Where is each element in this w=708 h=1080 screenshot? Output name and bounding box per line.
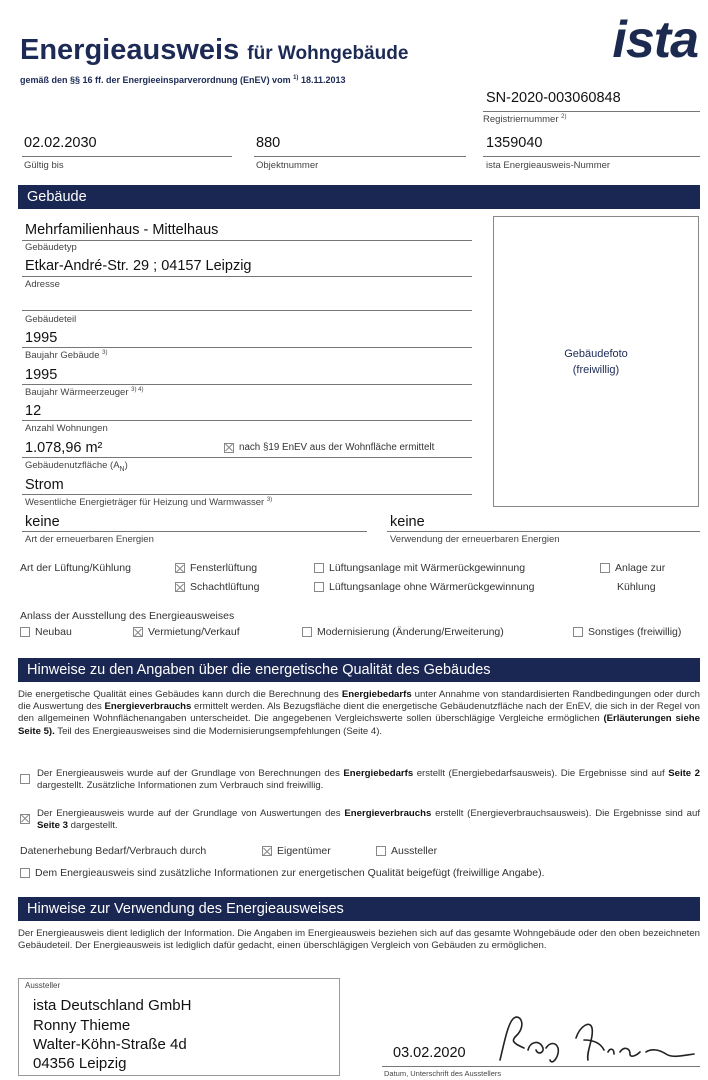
notes-paragraph xyxy=(18,689,700,738)
cooling-checkbox[interactable] xyxy=(600,562,665,574)
c2-text: dargestellt. xyxy=(67,820,118,832)
divider xyxy=(22,276,472,277)
occasion-rent-label: Vermietung/Verkauf xyxy=(148,626,240,638)
ventilation-window-label: Fensterlüftung xyxy=(190,562,258,574)
building-type-value: Mehrfamilienhaus - Mittelhaus xyxy=(25,222,219,238)
area-label xyxy=(25,460,128,473)
c1-text: Der Energieausweis wurde auf der Grundlage von Berechnungen des xyxy=(37,768,344,779)
title-sub: für Wohngebäude xyxy=(247,43,409,64)
notes-text: Die energetische Qualität eines Gebäudes kann durch die Berechnung des xyxy=(18,689,342,700)
ista-logo xyxy=(612,10,698,70)
occasion-modern-checkbox[interactable] xyxy=(302,626,504,638)
subtitle-date: 18.11.2013 xyxy=(300,75,346,85)
photo-label-2: (freiwillig) xyxy=(572,363,620,376)
address-label: Adresse xyxy=(25,279,60,290)
occasion-label: Anlass der Ausstellung des Energieausweises xyxy=(20,610,235,622)
valid-until-label: Gültig bis xyxy=(24,160,64,171)
notes-bold: Energiebedarfs xyxy=(341,689,412,700)
owner-label: Eigentümer xyxy=(277,845,331,857)
building-photo-placeholder xyxy=(493,216,699,507)
section-header-building: Gebäude xyxy=(18,185,700,209)
cooling-label-2: Kühlung xyxy=(617,581,656,593)
area-value: 1.078,96 m² xyxy=(25,440,103,456)
c2-text: Der Energieausweis wurde auf der Grundlage von Auswertungen des xyxy=(37,808,345,819)
divider xyxy=(382,1066,700,1067)
renewable-use-label: Verwendung der erneuerbaren Energien xyxy=(390,534,560,545)
year-heater-footnote: 3) 4) xyxy=(131,387,144,393)
issuer-company: ista Deutschland GmbH xyxy=(33,997,192,1014)
c2-bold: Energieverbrauchs xyxy=(344,808,432,819)
issuer-option-label: Aussteller xyxy=(391,845,438,857)
occasion-modern-label: Modernisierung (Änderung/Erweiterung) xyxy=(317,626,504,638)
divider xyxy=(22,310,472,311)
checkbox-checked-icon[interactable] xyxy=(262,846,272,856)
units-label: Anzahl Wohnungen xyxy=(25,423,108,434)
checkbox-unchecked-icon[interactable] xyxy=(314,582,324,592)
signature-label: Datum, Unterschrift des Ausstellers xyxy=(384,1069,502,1078)
c2-bold: Seite 3 xyxy=(37,820,68,832)
ventilation-without-recovery-label: Lüftungsanlage ohne Wärmerückgewinnung xyxy=(329,581,535,593)
c1-bold: Seite 2 xyxy=(668,768,700,779)
c1-bold: Energiebedarfs xyxy=(343,768,414,779)
c1-text: dargestellt. Zusätzliche Informationen zum Verbrauch sind freiwillig. xyxy=(37,780,324,792)
extra-info-label: Dem Energieausweis sind zusätzliche Informationen zur energetischen Qualität beigefügt (freiwillige Angabe). xyxy=(35,867,545,879)
address-value: Etkar-André-Str. 29 ; 04157 Leipzig xyxy=(25,258,252,274)
occasion-other-checkbox[interactable] xyxy=(573,626,681,638)
checkbox-unchecked-icon[interactable] xyxy=(20,627,30,637)
subtitle-footnote: 1) xyxy=(293,75,299,81)
registration-label-text: Registriernummer xyxy=(483,114,559,126)
energy-carrier-label xyxy=(25,497,272,508)
checkbox-unchecked-icon[interactable] xyxy=(600,563,610,573)
issue-date: 03.02.2020 xyxy=(393,1045,466,1061)
extra-info-checkbox[interactable] xyxy=(20,867,545,879)
year-built-label-text: Baujahr Gebäude xyxy=(25,350,100,362)
divider xyxy=(22,531,367,532)
checkbox-unchecked-icon[interactable] xyxy=(302,627,312,637)
notes-text: ermittelt werden. Als Bezugsfläche dient die energetische Gebäudenutzfläche nach der EnEV, die sich in der Regel von den allgemeinen Wohnflächenangaben unterscheidet. Die angegebenen Vergleichswerte sollen überschlägige Vergleiche ermöglichen xyxy=(18,701,700,725)
checkbox-unchecked-icon[interactable] xyxy=(376,846,386,856)
issuer-box xyxy=(18,978,340,1076)
ventilation-without-recovery-checkbox[interactable] xyxy=(314,581,534,593)
checkbox-checked-icon[interactable] xyxy=(175,582,185,592)
energy-carrier-label-text: Wesentliche Energieträger für Heizung und Warmwasser xyxy=(25,497,265,509)
collected-by-issuer-checkbox[interactable] xyxy=(376,845,437,857)
demand-certificate-text xyxy=(37,768,700,792)
energy-carrier-value: Strom xyxy=(25,477,64,493)
collected-by-owner-checkbox[interactable] xyxy=(262,845,331,857)
notes-text: unter Annahme von standardisierten Randbedingungen oder durch die Auswertung des xyxy=(18,689,700,713)
c1-text: erstellt (Energiebedarfsausweis). Die Ergebnisse sind auf xyxy=(413,768,669,779)
object-number-label: Objektnummer xyxy=(256,160,319,171)
c2-text: erstellt (Energieverbrauchsausweis). Die Ergebnisse sind auf xyxy=(431,808,700,819)
ventilation-shaft-checkbox[interactable] xyxy=(175,581,259,593)
subtitle-text: gemäß den §§ 16 ff. der Energieeinsparverordnung (EnEV) vom xyxy=(20,75,291,85)
registration-label xyxy=(483,114,566,125)
divider xyxy=(22,494,472,495)
issuer-label: Aussteller xyxy=(25,981,61,990)
ventilation-with-recovery-label: Lüftungsanlage mit Wärmerückgewinnung xyxy=(329,562,526,574)
checkbox-unchecked-icon[interactable] xyxy=(20,774,30,784)
divider xyxy=(22,457,472,458)
registration-footnote: 2) xyxy=(561,114,567,120)
section-header-usage: Hinweise zur Verwendung des Energieausweises xyxy=(18,897,700,921)
checkbox-checked-icon[interactable] xyxy=(133,627,143,637)
year-built-value: 1995 xyxy=(25,330,58,346)
checkbox-unchecked-icon[interactable] xyxy=(573,627,583,637)
checkbox-checked-icon[interactable] xyxy=(175,563,185,573)
year-built-footnote: 3) xyxy=(102,350,108,356)
divider xyxy=(22,240,472,241)
renewable-type-label: Art der erneuerbaren Energien xyxy=(25,534,154,545)
year-heater-value: 1995 xyxy=(25,367,58,383)
ista-number-label: ista Energieausweis-Nummer xyxy=(486,160,611,171)
object-number-value: 880 xyxy=(256,135,281,151)
notes-bold: (Erläuterungen siehe Seite 5). xyxy=(18,713,700,737)
ventilation-label: Art der Lüftung/Kühlung xyxy=(20,562,131,574)
area-label-end: ) xyxy=(124,460,128,471)
area-label-subscript: N xyxy=(119,465,125,473)
divider xyxy=(22,420,472,421)
ista-number-value: 1359040 xyxy=(486,135,543,151)
year-heater-label-text: Baujahr Wärmeerzeuger xyxy=(25,387,129,399)
issuer-person: Ronny Thieme xyxy=(33,1017,131,1034)
notes-text: Teil des Energieausweises sind die Modernisierungsempfehlungen (Seite 4). xyxy=(54,725,383,737)
usage-paragraph: Der Energieausweis dient lediglich der Information. Die Angaben im Energieausweis beziehen sich auf das gesamte Wohngebäude oder den oben bezeichneten Gebäudeteil. Der Energieausweis ist lediglich dafür gedacht, einen überschlägigen Vergleich von Gebäuden zu ermöglichen. xyxy=(18,928,700,952)
year-built-label xyxy=(25,350,107,361)
notes-bold: Energieverbrauchs xyxy=(104,701,192,713)
area-method-label: nach §19 EnEV aus der Wohnfläche ermittelt xyxy=(239,442,435,453)
renewable-use-value: keine xyxy=(390,514,425,530)
building-type-label: Gebäudetyp xyxy=(25,242,77,253)
checkbox-checked-icon[interactable] xyxy=(224,443,234,453)
divider xyxy=(483,156,700,157)
divider xyxy=(387,531,700,532)
divider xyxy=(483,111,700,112)
signature-image xyxy=(480,1008,705,1068)
area-label-text: Gebäudenutzfläche (A xyxy=(25,460,120,471)
ventilation-with-recovery-checkbox[interactable] xyxy=(314,562,525,574)
area-method-checkbox[interactable] xyxy=(224,442,434,453)
divider xyxy=(22,384,472,385)
logo-text: ista xyxy=(612,11,698,69)
checkbox-checked-icon[interactable] xyxy=(20,814,30,824)
consumption-certificate-text xyxy=(37,808,700,832)
consumption-certificate-checkbox[interactable] xyxy=(20,810,30,828)
issuer-street: Walter-Köhn-Straße 4d xyxy=(33,1036,187,1053)
checkbox-unchecked-icon[interactable] xyxy=(314,563,324,573)
demand-certificate-checkbox[interactable] xyxy=(20,770,30,788)
ventilation-shaft-label: Schachtlüftung xyxy=(190,581,260,593)
ventilation-window-checkbox[interactable] xyxy=(175,562,257,574)
year-heater-label xyxy=(25,387,143,398)
cooling-label-1: Anlage zur xyxy=(615,562,666,574)
divider xyxy=(254,156,466,157)
occasion-rent-checkbox[interactable] xyxy=(133,626,240,638)
title-main: Energieausweis xyxy=(20,34,240,66)
data-collection-label: Datenerhebung Bedarf/Verbrauch durch xyxy=(20,845,207,857)
building-part-label: Gebäudeteil xyxy=(25,314,77,325)
valid-until-value: 02.02.2030 xyxy=(24,135,97,151)
section-header-notes: Hinweise zu den Angaben über die energetische Qualität des Gebäudes xyxy=(18,658,700,682)
renewable-type-value: keine xyxy=(25,514,60,530)
occasion-other-label: Sonstiges (freiwillig) xyxy=(588,626,682,638)
divider xyxy=(22,156,232,157)
registration-number: SN-2020-003060848 xyxy=(486,90,621,106)
document-subtitle xyxy=(20,75,346,85)
photo-label-1: Gebäudefoto xyxy=(564,347,628,360)
checkbox-unchecked-icon[interactable] xyxy=(20,868,30,878)
energy-carrier-footnote: 3) xyxy=(266,497,273,503)
document-title xyxy=(20,34,408,67)
occasion-new-checkbox[interactable] xyxy=(20,626,72,638)
occasion-new-label: Neubau xyxy=(35,626,72,638)
units-value: 12 xyxy=(25,403,42,419)
issuer-city: 04356 Leipzig xyxy=(33,1055,127,1072)
divider xyxy=(22,347,472,348)
